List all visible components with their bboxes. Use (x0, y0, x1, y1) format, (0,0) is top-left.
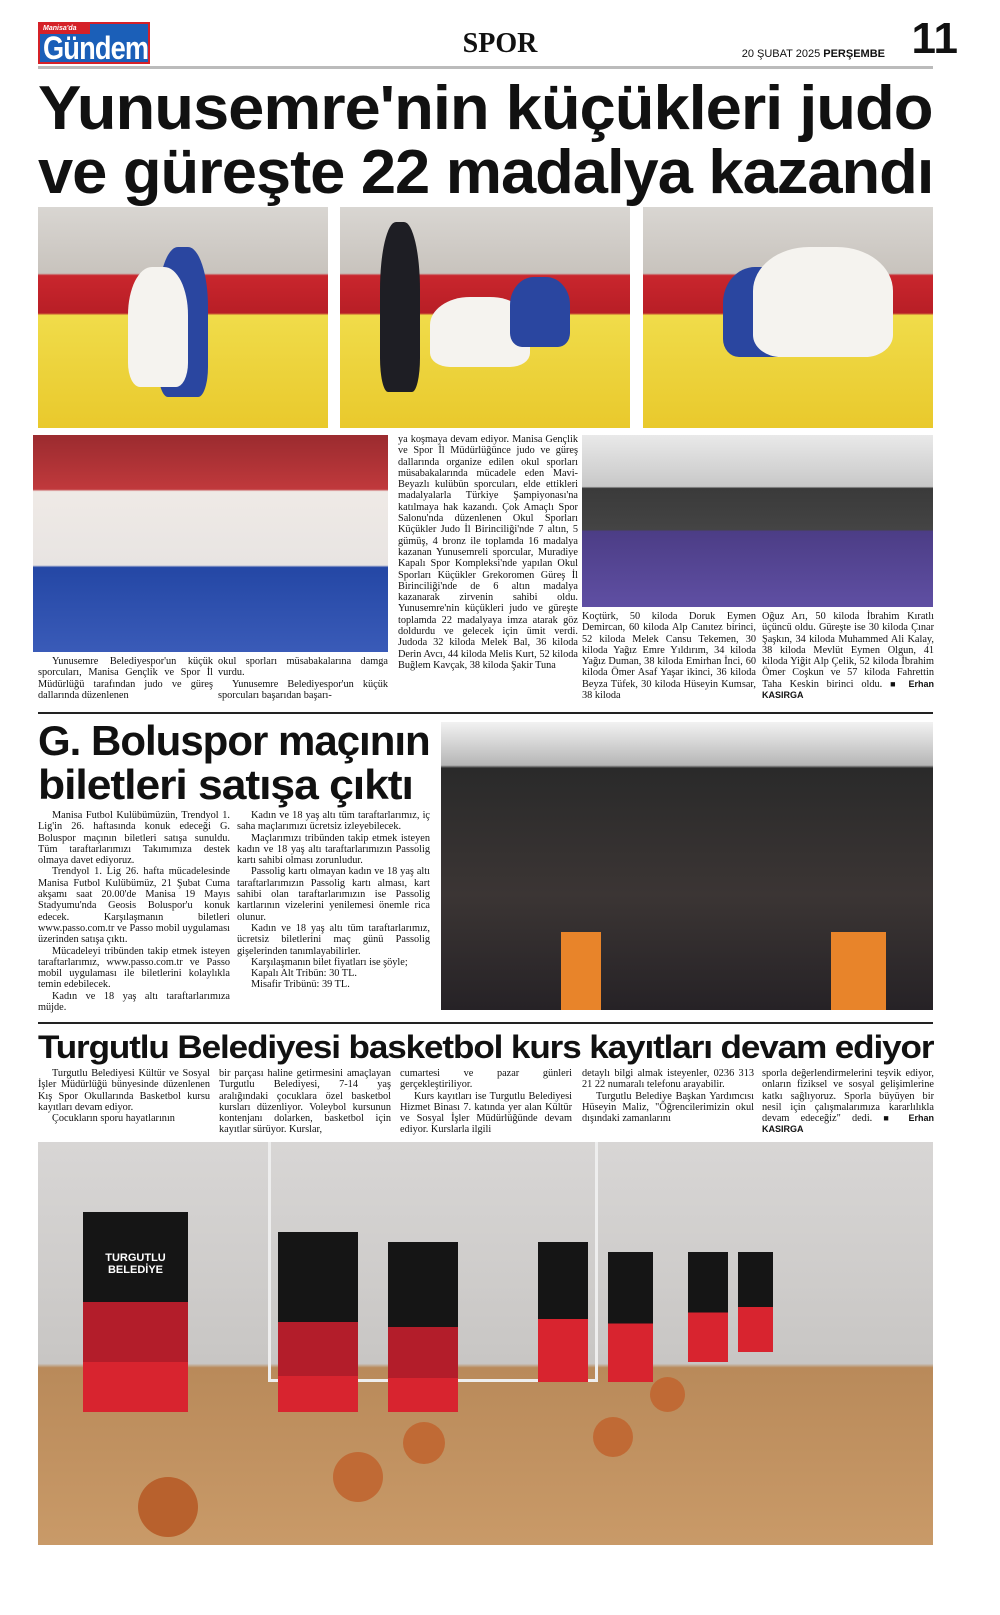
article1-column-3 (398, 434, 578, 671)
page-number: 11 (911, 14, 958, 63)
divider (38, 712, 933, 714)
paragraph: ya koşmaya devam ediyor. Manisa Gençlik ve Spor İl Müdürlüğünce judo ve güreş dallarında organize edilen okul sporları müsabakalarında mücadele eden Mavi-Beyazlı kulübün sporcuları, elde ettikleri madalyalarla Türkiye Şampiyonası'na katılmaya hak kazandı. Çok Amaçlı Spor Salonu'nda düzenlenen Okul Sporları Küçükler Judo İl Birinciliği'nde 7 altın, 5 gümüş, 4 bronz ile toplamda 16 madalya kazanan Yunusemreli sporcular, Muradiye Kapalı Spor Kompleksi'nde yapılan Okul Sporları Küçükler Grekoromen Güreş İl Birinciliği'nde de 6 altın madalya kazanarak zirvenin sahibi oldu. Yunusemre'nin küçükleri judo ve güreşte toplamda 22 madalyaya imza atarak göz doldurdu ve gelecek için ümit verdi. Judoda 32 kiloda Melek Bal, 36 kiloda Derin Avcı, 44 kiloda Melis Kurt, 52 kiloda Buğlem Kavçak, 38 kiloda Şakir Tuna (398, 434, 578, 671)
date-text: 20 ŞUBAT 2025 (741, 48, 821, 60)
article1-column-4 (582, 611, 756, 701)
divider (38, 66, 933, 69)
paragraph: Mücadeleyi tribünden takip etmek isteyen taraftarlarımız, www.passo.com.tr ve Passo mobil uygulaması ile biletlerini kolaylıkla temin edebilecek. (38, 945, 230, 991)
article1-headline-line2: ve güreşte 22 madalya kazandı (38, 138, 934, 207)
logo-name: Gündem (43, 30, 149, 66)
logo-top-text: Manisa'da (40, 24, 90, 34)
article3-headline: Turgutlu Belediyesi basketbol kurs kayıtları devam ediyor (38, 1029, 934, 1065)
paragraph: Maçlarımızı tribünden takip etmek isteyen kadın ve 18 yaş altı taraftarlarımızın Passolig kartı sahibi olması zorunludur. (237, 832, 430, 867)
basketball (333, 1452, 383, 1502)
byline: ■ Erhan KASIRGA (762, 1113, 935, 1135)
byline: ■ Erhan KASIRGA (762, 678, 935, 701)
paragraph: Koçtürk, 50 kiloda Doruk Eymen Demircan, 60 kiloda Alp Canıtez birinci, 52 kiloda Melek Cansu Tekemen, 30 kiloda Yağız Emre Yıldırım, 34 kiloda Yağız Duman, 38 kiloda Emirhan İnci, 60 kiloda Ömer Asaf Yaşar ikinci, 36 kiloda Beyza Tüfek, 30 kiloda Hüseyin Kumsar, 38 kiloda (582, 611, 756, 702)
paragraph: Trendyol 1. Lig 26. hafta mücadelesinde Manisa Futbol Kulübümüz, 21 Şubat Cuma akşamı saat 20.00'de Manisa 19 Mayıs Stadyumu'nda Geosis Boluspor'u konuk edecek. Karşılaşmanın biletleri www.passo.com.tr ve Passo mobil uygulaması üzerinden satışa çıktı. (38, 866, 230, 946)
paragraph: Manisa Futbol Kulübümüzün, Trendyol 1. Lig'in 26. haftasında konuk edeceği G. Boluspor maçının biletleri satışa sunuldu. Tüm taraftarlarımızı Takımımıza destek olmaya davet ediyoruz. (38, 810, 230, 867)
paragraph: sporla değerlendirmelerini teşvik ediyor, onların fiziksel ve sosyal gelişimlerine katkı sağlıyoruz. Sporla büyüyen bir nesil için çalışmalarımıza kararlılıkla devam edeceğiz" dedi. (762, 1068, 934, 1125)
paragraph: Kadın ve 18 yaş altı tüm taraftarlarımız, iç saha maçlarımızı ücretsiz izleyebilecek. (237, 810, 430, 833)
article3-column-5 (762, 1068, 934, 1136)
paragraph: bir parçası haline getirmesini amaçlayan Turgutlu Belediyesi, 7-14 yaş aralığındaki çocuklara özel basketbol kursları düzenliyor. Voleybol kursunun kontenjanı dolarken, basketbol için kayıtlar sürüyor. Kurslar, (219, 1068, 391, 1136)
basketball-kids-photo (38, 1142, 933, 1545)
jersey-text: TURGUTLU BELEDİYE (83, 1212, 188, 1412)
issue-date (742, 48, 885, 60)
paragraph: detaylı bilgi almak isteyenler, 0236 313 21 22 numaralı telefonu arayabilir. (582, 1068, 754, 1091)
paragraph: okul sporları müsabakalarına damga vurdu. (218, 656, 388, 679)
paragraph: Karşılaşmanın bilet fiyatları ise şöyle; (251, 956, 408, 968)
article1-column-2 (218, 656, 388, 701)
article3-column-4 (582, 1068, 754, 1124)
paragraph: Çocukların sporu hayatlarının (52, 1113, 175, 1125)
basketball (403, 1422, 445, 1464)
article1-column-5 (762, 611, 934, 701)
paragraph: Kadın ve 18 yaş altı taraftarlarımıza müjde. (38, 990, 230, 1014)
paragraph: Passolig kartı olmayan kadın ve 18 yaş altı taraftarlarımızın Passolig kartı alması, kart sahibi olan taraftarlarımızın ise Passolig kartlarının vizelerini yenilemesi önemle rica olunur. (237, 866, 430, 923)
basketball (650, 1377, 685, 1412)
team-photo-judo (33, 435, 388, 652)
article3-column-1 (38, 1068, 210, 1124)
article2-headline-line2: biletleri satışa çıktı (38, 761, 413, 808)
article3-column-2 (219, 1068, 391, 1136)
paragraph: Yunusemre Belediyespor'un küçük sporcuları, Manisa Gençlik ve Spor İl Müdürlüğü tarafından judo ve güreş dallarında düzenlenen (38, 656, 213, 701)
judo-photo-3 (643, 207, 933, 428)
article1-column-1 (38, 656, 213, 701)
article2-column-2 (237, 810, 430, 991)
paragraph: Kadın ve 18 yaş altı tüm taraftarlarımız, ücretsiz biletlerini maç günü Passolig gişelerinden tanımlayabilirler. (237, 922, 430, 957)
paragraph: cumartesi ve pazar günleri gerçekleştiriliyor. (400, 1068, 572, 1091)
paragraph: Turgutlu Belediye Başkan Yardımcısı Hüseyin Maliz, "Öğrencilerimizin okul dışındaki zamanlarını (582, 1090, 754, 1125)
paragraph: Yunusemre Belediyespor'un küçük sporcuları başarıdan başarı- (218, 678, 388, 701)
weekday-text: PERŞEMBE (823, 48, 885, 60)
article3-column-3 (400, 1068, 572, 1136)
team-photo-wrestling (582, 435, 933, 607)
article2-column-1 (38, 810, 230, 1013)
article1-headline-line1: Yunusemre'nin küçükleri judo (38, 74, 933, 143)
paragraph: Kapalı Alt Tribün: 30 TL. (251, 968, 357, 980)
paragraph: Kurs kayıtları ise Turgutlu Belediyesi Hizmet Binası 7. katında yer alan Kültür ve Sosyal İşler Müdürlüğünde devam ediyor. Kurslarla ilgili (400, 1090, 572, 1136)
paragraph: Misafir Tribünü: 39 TL. (251, 979, 350, 991)
article2-headline-line1: G. Boluspor maçının (38, 717, 430, 764)
fans-photo (441, 722, 933, 1010)
section-title: SPOR (462, 28, 538, 59)
judo-photo-1 (38, 207, 328, 428)
paragraph: Turgutlu Belediyesi Kültür ve Sosyal İşler Müdürlüğü bünyesinde düzenlenen Kış Spor Okullarında Basketbol kursu kayıtları devam ediyor. (38, 1068, 210, 1113)
divider (38, 1022, 933, 1024)
judo-photo-2 (340, 207, 630, 428)
basketball (138, 1477, 198, 1537)
paragraph: Oğuz Arı, 50 kiloda İbrahim Kıratlı üçüncü oldu. Güreşte ise 30 kiloda Çınar Şaşkın, 34 kiloda Muhammed Ali Kalay, 38 kiloda Mevlüt Eymen Olgun, 41 kiloda Yiğit Alp Çelik, 52 kiloda İbrahim Ömer Coşkun ve 57 kiloda Fahrettin Taha Keskin birinci oldu. (762, 611, 934, 690)
basketball (593, 1417, 633, 1457)
